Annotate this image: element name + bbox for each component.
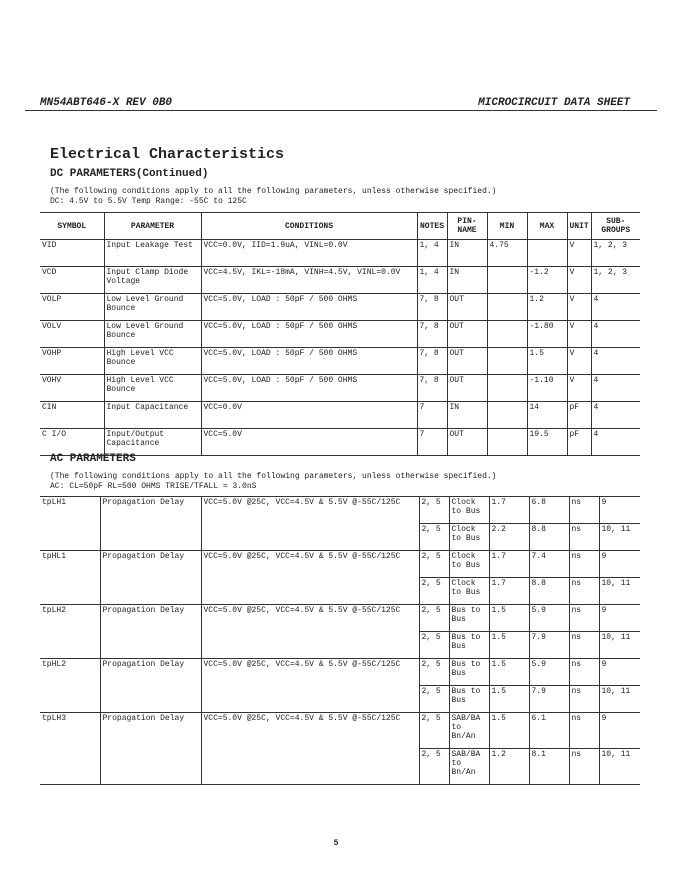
col-subgroups: SUB-GROUPS bbox=[591, 213, 640, 240]
cell-pin-name: IN bbox=[447, 402, 487, 429]
cell-subgroups: 10, 11 bbox=[599, 578, 640, 605]
cell-notes: 2, 5 bbox=[419, 578, 449, 605]
cell-subgroups: 10, 11 bbox=[599, 524, 640, 551]
cell-symbol: VOHP bbox=[40, 348, 104, 375]
ac-note-line-2: AC: CL=50pF RL=500 OHMS TRISE/TFALL = 3.0nS bbox=[50, 482, 257, 491]
dc-conditions-note bbox=[50, 187, 496, 207]
cell-unit: ns bbox=[569, 578, 599, 605]
cell-unit: V bbox=[567, 348, 591, 375]
col-max: MAX bbox=[527, 213, 567, 240]
cell-symbol: tpLH3 bbox=[40, 713, 100, 785]
cell-subgroups: 1, 2, 3 bbox=[591, 267, 640, 294]
cell-notes: 7, 8 bbox=[417, 348, 447, 375]
cell-conditions: VCC=0.0V, IID=1.9uA, VINL=0.0V bbox=[201, 240, 417, 267]
cell-unit: ns bbox=[569, 497, 599, 524]
cell-conditions: VCC=5.0V, LOAD : 50pF / 500 OHMS bbox=[201, 294, 417, 321]
cell-parameter: Propagation Delay bbox=[100, 605, 201, 659]
cell-pin-name: OUT bbox=[447, 348, 487, 375]
cell-unit: ns bbox=[569, 749, 599, 785]
col-conditions: CONDITIONS bbox=[201, 213, 417, 240]
cell-unit: V bbox=[567, 321, 591, 348]
cell-symbol: tpLH1 bbox=[40, 497, 100, 551]
cell-pin-name: Bus to Bus bbox=[449, 686, 489, 713]
dc-row-vohp bbox=[40, 348, 640, 375]
cell-notes: 7 bbox=[417, 429, 447, 456]
cell-max: 8.8 bbox=[529, 578, 569, 605]
dc-row-c-i-o bbox=[40, 429, 640, 456]
dc-row-volp bbox=[40, 294, 640, 321]
ac-note-line-1: (The following conditions apply to all the following parameters, unless otherwise specified.) bbox=[50, 472, 497, 481]
cell-pin-name: SAB/BA to Bn/An bbox=[449, 749, 489, 785]
cell-pin-name: Bus to Bus bbox=[449, 632, 489, 659]
cell-conditions: VCC=0.0V bbox=[201, 402, 417, 429]
dc-row-cin bbox=[40, 402, 640, 429]
cell-conditions: VCC=5.0V, LOAD : 50pF / 500 OHMS bbox=[201, 321, 417, 348]
ac-row-tphl2-1 bbox=[40, 659, 640, 686]
cell-conditions: VCC=4.5V, IKL=-18mA, VINH=4.5V, VINL=0.0V bbox=[201, 267, 417, 294]
cell-subgroups: 4 bbox=[591, 294, 640, 321]
cell-notes: 7 bbox=[417, 402, 447, 429]
cell-notes: 2, 5 bbox=[419, 632, 449, 659]
col-min: MIN bbox=[487, 213, 527, 240]
cell-conditions: VCC=5.0V @25C, VCC=4.5V & 5.5V @-55C/125C bbox=[201, 659, 419, 713]
cell-notes: 1, 4 bbox=[417, 240, 447, 267]
cell-symbol: VID bbox=[40, 240, 104, 267]
cell-min bbox=[487, 429, 527, 456]
dc-section-title: DC PARAMETERS(Continued) bbox=[50, 168, 209, 180]
header-rule bbox=[25, 110, 657, 111]
cell-subgroups: 4 bbox=[591, 348, 640, 375]
cell-min: 1.7 bbox=[489, 551, 529, 578]
cell-pin-name: Clock to Bus bbox=[449, 497, 489, 524]
cell-max: 8.8 bbox=[529, 524, 569, 551]
dc-row-vid bbox=[40, 240, 640, 267]
cell-max: 5.9 bbox=[529, 605, 569, 632]
cell-notes: 2, 5 bbox=[419, 713, 449, 749]
cell-subgroups: 10, 11 bbox=[599, 749, 640, 785]
cell-notes: 2, 5 bbox=[419, 749, 449, 785]
cell-unit: ns bbox=[569, 605, 599, 632]
cell-parameter: High Level VCC Bounce bbox=[104, 348, 201, 375]
cell-min: 1.7 bbox=[489, 578, 529, 605]
cell-conditions: VCC=5.0V @25C, VCC=4.5V & 5.5V @-55C/125C bbox=[201, 605, 419, 659]
cell-max bbox=[527, 240, 567, 267]
cell-max: -1.10 bbox=[527, 375, 567, 402]
cell-max: 7.9 bbox=[529, 686, 569, 713]
cell-symbol: VOLV bbox=[40, 321, 104, 348]
cell-parameter: Propagation Delay bbox=[100, 659, 201, 713]
cell-conditions: VCC=5.0V @25C, VCC=4.5V & 5.5V @-55C/125C bbox=[201, 551, 419, 605]
ac-row-tplh1-1 bbox=[40, 497, 640, 524]
ac-parameters-table bbox=[40, 496, 640, 785]
cell-max: 6.1 bbox=[529, 713, 569, 749]
page-title: Electrical Characteristics bbox=[50, 146, 285, 163]
dc-note-line-1: (The following conditions apply to all the following parameters, unless otherwise specified.) bbox=[50, 187, 497, 196]
cell-subgroups: 10, 11 bbox=[599, 686, 640, 713]
cell-max: 5.9 bbox=[529, 659, 569, 686]
cell-parameter: Input Clamp Diode Voltage bbox=[104, 267, 201, 294]
cell-max: -1.2 bbox=[527, 267, 567, 294]
cell-notes: 2, 5 bbox=[419, 659, 449, 686]
cell-max: 1.5 bbox=[527, 348, 567, 375]
cell-min bbox=[487, 321, 527, 348]
dc-row-vcd bbox=[40, 267, 640, 294]
cell-min: 1.7 bbox=[489, 497, 529, 524]
cell-notes: 2, 5 bbox=[419, 605, 449, 632]
dc-parameters-table bbox=[40, 212, 640, 456]
cell-min: 4.75 bbox=[487, 240, 527, 267]
ac-section-title: AC PARAMETERS bbox=[50, 453, 136, 465]
cell-unit: ns bbox=[569, 686, 599, 713]
cell-max: 8.1 bbox=[529, 749, 569, 785]
cell-min bbox=[487, 348, 527, 375]
cell-parameter: Input/Output Capacitance bbox=[104, 429, 201, 456]
cell-conditions: VCC=5.0V @25C, VCC=4.5V & 5.5V @-55C/125C bbox=[201, 713, 419, 785]
cell-min: 1.2 bbox=[489, 749, 529, 785]
cell-symbol: tpHL1 bbox=[40, 551, 100, 605]
cell-symbol: tpLH2 bbox=[40, 605, 100, 659]
cell-unit: ns bbox=[569, 551, 599, 578]
cell-conditions: VCC=5.0V bbox=[201, 429, 417, 456]
cell-parameter: Low Level Ground Bounce bbox=[104, 294, 201, 321]
cell-notes: 7, 8 bbox=[417, 321, 447, 348]
cell-subgroups: 9 bbox=[599, 713, 640, 749]
dc-row-vohv bbox=[40, 375, 640, 402]
cell-min: 2.2 bbox=[489, 524, 529, 551]
cell-max: 7.4 bbox=[529, 551, 569, 578]
cell-pin-name: Clock to Bus bbox=[449, 524, 489, 551]
ac-row-tphl1-1 bbox=[40, 551, 640, 578]
document-id: MN54ABT646-X REV 0B0 bbox=[40, 97, 173, 109]
cell-symbol: tpHL2 bbox=[40, 659, 100, 713]
cell-max: 1.2 bbox=[527, 294, 567, 321]
cell-notes: 2, 5 bbox=[419, 686, 449, 713]
cell-unit: V bbox=[567, 375, 591, 402]
col-unit: UNIT bbox=[567, 213, 591, 240]
dc-row-volv bbox=[40, 321, 640, 348]
cell-subgroups: 4 bbox=[591, 375, 640, 402]
cell-symbol: VOHV bbox=[40, 375, 104, 402]
cell-notes: 2, 5 bbox=[419, 551, 449, 578]
cell-max: 14 bbox=[527, 402, 567, 429]
cell-conditions: VCC=5.0V, LOAD : 50pF / 500 OHMS bbox=[201, 375, 417, 402]
cell-subgroups: 4 bbox=[591, 429, 640, 456]
dc-note-line-2: DC: 4.5V to 5.5V Temp Range: -55C to 125C bbox=[50, 197, 247, 206]
cell-pin-name: Bus to Bus bbox=[449, 605, 489, 632]
cell-parameter: High Level VCC Bounce bbox=[104, 375, 201, 402]
cell-subgroups: 9 bbox=[599, 659, 640, 686]
cell-symbol: VCD bbox=[40, 267, 104, 294]
cell-min bbox=[487, 267, 527, 294]
cell-pin-name: IN bbox=[447, 240, 487, 267]
page-number: 5 bbox=[333, 839, 339, 848]
cell-min: 1.5 bbox=[489, 632, 529, 659]
cell-pin-name: SAB/BA to Bn/An bbox=[449, 713, 489, 749]
cell-min bbox=[487, 294, 527, 321]
cell-unit: ns bbox=[569, 713, 599, 749]
cell-unit: ns bbox=[569, 524, 599, 551]
cell-min bbox=[487, 402, 527, 429]
dc-header-row bbox=[40, 213, 640, 240]
cell-max: -1.80 bbox=[527, 321, 567, 348]
cell-min: 1.5 bbox=[489, 659, 529, 686]
cell-notes: 7, 8 bbox=[417, 294, 447, 321]
cell-parameter: Propagation Delay bbox=[100, 497, 201, 551]
cell-subgroups: 9 bbox=[599, 497, 640, 524]
cell-conditions: VCC=5.0V @25C, VCC=4.5V & 5.5V @-55C/125C bbox=[201, 497, 419, 551]
cell-symbol: CIN bbox=[40, 402, 104, 429]
cell-pin-name: Bus to Bus bbox=[449, 659, 489, 686]
cell-parameter: Propagation Delay bbox=[100, 713, 201, 785]
cell-notes: 2, 5 bbox=[419, 497, 449, 524]
cell-parameter: Propagation Delay bbox=[100, 551, 201, 605]
cell-notes: 1, 4 bbox=[417, 267, 447, 294]
cell-subgroups: 10, 11 bbox=[599, 632, 640, 659]
cell-symbol: VOLP bbox=[40, 294, 104, 321]
cell-subgroups: 9 bbox=[599, 551, 640, 578]
cell-symbol: C I/O bbox=[40, 429, 104, 456]
cell-subgroups: 9 bbox=[599, 605, 640, 632]
col-pin-name: PIN-NAME bbox=[447, 213, 487, 240]
cell-max: 6.8 bbox=[529, 497, 569, 524]
cell-min: 1.5 bbox=[489, 605, 529, 632]
cell-min: 1.5 bbox=[489, 713, 529, 749]
cell-pin-name: OUT bbox=[447, 375, 487, 402]
cell-conditions: VCC=5.0V, LOAD : 50pF / 500 OHMS bbox=[201, 348, 417, 375]
col-parameter: PARAMETER bbox=[104, 213, 201, 240]
ac-conditions-note bbox=[50, 472, 496, 492]
cell-notes: 7, 8 bbox=[417, 375, 447, 402]
cell-pin-name: IN bbox=[447, 267, 487, 294]
cell-unit: pF bbox=[567, 402, 591, 429]
cell-unit: ns bbox=[569, 632, 599, 659]
cell-pin-name: OUT bbox=[447, 294, 487, 321]
col-notes: NOTES bbox=[417, 213, 447, 240]
cell-subgroups: 4 bbox=[591, 321, 640, 348]
cell-parameter: Input Capacitance bbox=[104, 402, 201, 429]
cell-parameter: Input Leakage Test bbox=[104, 240, 201, 267]
cell-pin-name: Clock to Bus bbox=[449, 551, 489, 578]
cell-unit: ns bbox=[569, 659, 599, 686]
cell-min bbox=[487, 375, 527, 402]
cell-pin-name: OUT bbox=[447, 321, 487, 348]
document-type: MICROCIRCUIT DATA SHEET bbox=[478, 97, 630, 109]
cell-min: 1.5 bbox=[489, 686, 529, 713]
cell-unit: V bbox=[567, 294, 591, 321]
cell-parameter: Low Level Ground Bounce bbox=[104, 321, 201, 348]
cell-subgroups: 1, 2, 3 bbox=[591, 240, 640, 267]
cell-pin-name: OUT bbox=[447, 429, 487, 456]
col-symbol: SYMBOL bbox=[40, 213, 104, 240]
cell-unit: V bbox=[567, 240, 591, 267]
cell-pin-name: Clock to Bus bbox=[449, 578, 489, 605]
cell-notes: 2, 5 bbox=[419, 524, 449, 551]
cell-subgroups: 4 bbox=[591, 402, 640, 429]
cell-unit: V bbox=[567, 267, 591, 294]
cell-max: 7.9 bbox=[529, 632, 569, 659]
cell-unit: pF bbox=[567, 429, 591, 456]
cell-max: 19.5 bbox=[527, 429, 567, 456]
ac-row-tplh2-1 bbox=[40, 605, 640, 632]
ac-row-tplh3-1 bbox=[40, 713, 640, 749]
